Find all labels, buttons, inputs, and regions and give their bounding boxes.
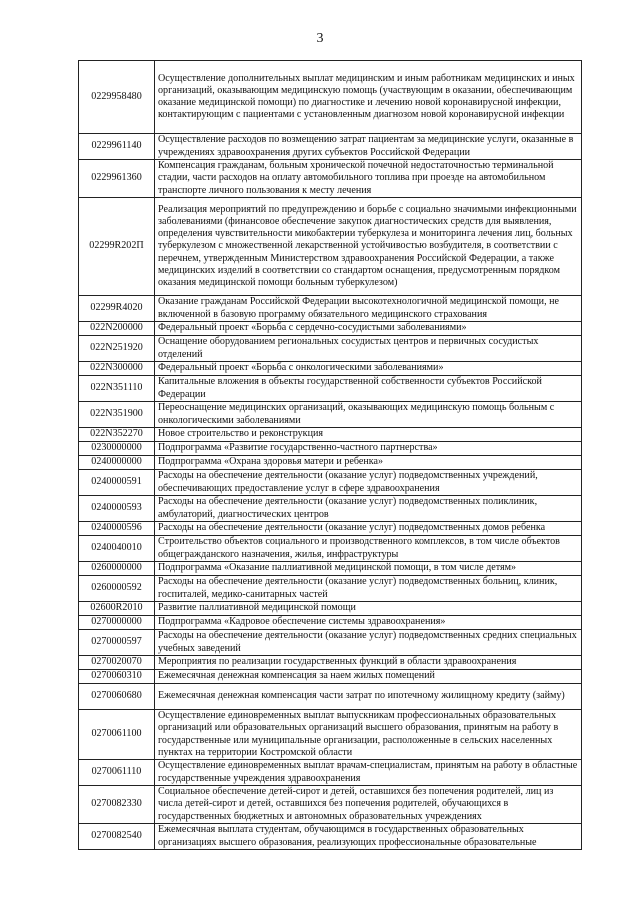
row-name: Подпрограмма «Оказание паллиативной медицинской помощи, в том числе детям» <box>155 562 582 576</box>
row-code: 0260000592 <box>79 576 155 602</box>
table-row <box>79 656 582 670</box>
row-name: Осуществление единовременных выплат выпускникам профессиональных образовательных организаций или образовательных организаций высшего образования, принятым на работу в государственные или муниципальные организации, расположенные в сельских населенных пунктах на территории Костромской области <box>155 710 582 760</box>
row-code: 022N351900 <box>79 402 155 428</box>
row-name: Расходы на обеспечение деятельности (оказание услуг) подведомственных средних специальных учебных заведений <box>155 630 582 656</box>
row-code: 0270060680 <box>79 684 155 710</box>
row-name: Реализация мероприятий по предупреждению и борьбе с социально значимыми инфекционными заболеваниями (финансовое обеспечение закупок диагностических средств для выявления, определения чувствительности микобактерии туберкулеза и мониторинга лечения лиц, больных туберкулезом с множественной лекарственной устойчивостью возбудителя, в соответствии с перечнем, утвержденным Министерством здравоохранения Российской Федерации, а также медицинских изделий в соответствии со стандартом оснащения, предусмотренным порядком оказания медицинской помощи больным туберкулезом) <box>155 198 582 296</box>
row-name: Оказание гражданам Российской Федерации высокотехнологичной медицинской помощи, не включенной в базовую программу обязательного медицинского страхования <box>155 296 582 322</box>
table-row <box>79 630 582 656</box>
table-row <box>79 496 582 522</box>
table-row <box>79 402 582 428</box>
row-code: 022N251920 <box>79 336 155 362</box>
row-name: Федеральный проект «Борьба с онкологическими заболеваниями» <box>155 362 582 376</box>
row-name: Осуществление расходов по возмещению затрат пациентам за медицинские услуги, оказанные в учреждениях здравоохранения других субъектов Российской Федерации <box>155 134 582 160</box>
table-row <box>79 522 582 536</box>
table-row <box>79 670 582 684</box>
table-row <box>79 536 582 562</box>
table-row <box>79 456 582 470</box>
row-code: 022N200000 <box>79 322 155 336</box>
table-body <box>79 61 582 850</box>
table-row <box>79 786 582 824</box>
row-code: 0230000000 <box>79 442 155 456</box>
table-row <box>79 576 582 602</box>
row-code: 02299R4020 <box>79 296 155 322</box>
row-code: 022N351110 <box>79 376 155 402</box>
row-code: 0260000000 <box>79 562 155 576</box>
table-row <box>79 160 582 198</box>
row-code: 0270020070 <box>79 656 155 670</box>
row-code: 0270082330 <box>79 786 155 824</box>
row-code: 022N300000 <box>79 362 155 376</box>
row-name: Расходы на обеспечение деятельности (оказание услуг) подведомственных учреждений, обеспечивающих предоставление услуг в сфере здравоохранения <box>155 470 582 496</box>
row-name: Компенсация гражданам, больным хронической почечной недостаточностью терминальной стадии, части расходов на оплату автомобильного топлива при проезде на автомобильном транспорте личного пользования к месту лечения <box>155 160 582 198</box>
row-code: 0240000596 <box>79 522 155 536</box>
row-code: 0270061110 <box>79 760 155 786</box>
row-name: Ежемесячная денежная компенсация за наем жилых помещений <box>155 670 582 684</box>
row-code: 02600R2010 <box>79 602 155 616</box>
row-name: Оснащение оборудованием региональных сосудистых центров и первичных сосудистых отделений <box>155 336 582 362</box>
table-row <box>79 602 582 616</box>
row-code: 0229958480 <box>79 61 155 134</box>
row-code: 0240040010 <box>79 536 155 562</box>
row-name: Расходы на обеспечение деятельности (оказание услуг) подведомственных поликлиник, амбулаторий, диагностических центров <box>155 496 582 522</box>
table-row <box>79 684 582 710</box>
row-code: 0270060310 <box>79 670 155 684</box>
row-name: Мероприятия по реализации государственных функций в области здравоохранения <box>155 656 582 670</box>
table-row <box>79 134 582 160</box>
row-code: 0270000597 <box>79 630 155 656</box>
table-row <box>79 616 582 630</box>
table-row <box>79 61 582 134</box>
row-name: Переоснащение медицинских организаций, оказывающих медицинскую помощь больным с онкологическими заболеваниями <box>155 402 582 428</box>
row-name: Ежемесячная выплата студентам, обучающимся в государственных образовательных организациях высшего образования, реализующих профессиональные образовательные <box>155 824 582 850</box>
row-name: Подпрограмма «Охрана здоровья матери и ребенка» <box>155 456 582 470</box>
row-name: Ежемесячная денежная компенсация части затрат по ипотечному жилищному кредиту (займу) <box>155 684 582 710</box>
row-code: 0229961140 <box>79 134 155 160</box>
row-name: Капитальные вложения в объекты государственной собственности субъектов Российской Федерации <box>155 376 582 402</box>
table-row <box>79 760 582 786</box>
table-row <box>79 824 582 850</box>
row-code: 0270000000 <box>79 616 155 630</box>
row-code: 0270082540 <box>79 824 155 850</box>
row-name: Развитие паллиативной медицинской помощи <box>155 602 582 616</box>
table-row <box>79 710 582 760</box>
row-code: 0229961360 <box>79 160 155 198</box>
table-row <box>79 296 582 322</box>
table-row <box>79 362 582 376</box>
table-row <box>79 442 582 456</box>
row-name: Новое строительство и реконструкция <box>155 428 582 442</box>
row-name: Подпрограмма «Развитие государственно-частного партнерства» <box>155 442 582 456</box>
table-row <box>79 376 582 402</box>
table-row <box>79 562 582 576</box>
table-row <box>79 470 582 496</box>
row-code: 022N352270 <box>79 428 155 442</box>
table-row <box>79 336 582 362</box>
row-name: Осуществление единовременных выплат врачам-специалистам, принятым на работу в областные государственные учреждения здравоохранения <box>155 760 582 786</box>
row-code: 02299R202П <box>79 198 155 296</box>
row-code: 0240000591 <box>79 470 155 496</box>
table-row <box>79 428 582 442</box>
budget-codes-table <box>78 60 582 850</box>
row-code: 0240000000 <box>79 456 155 470</box>
table-row <box>79 322 582 336</box>
table-row <box>79 198 582 296</box>
row-name: Осуществление дополнительных выплат медицинским и иным работникам медицинских и иных организаций, оказывающим медицинскую помощь (участвующим в оказании, обеспечивающим оказание медицинской помощи) по диагностике и лечению новой коронавирусной инфекции, контактирующим с пациентами с установленным диагнозом новой коронавирусной инфекции <box>155 61 582 134</box>
row-name: Подпрограмма «Кадровое обеспечение системы здравоохранения» <box>155 616 582 630</box>
row-name: Расходы на обеспечение деятельности (оказание услуг) подведомственных больниц, клиник, госпиталей, медико-санитарных частей <box>155 576 582 602</box>
page-number: 3 <box>316 31 324 46</box>
row-code: 0240000593 <box>79 496 155 522</box>
row-name: Расходы на обеспечение деятельности (оказание услуг) подведомственных домов ребенка <box>155 522 582 536</box>
row-code: 0270061100 <box>79 710 155 760</box>
row-name: Социальное обеспечение детей-сирот и детей, оставшихся без попечения родителей, лиц из числа детей-сирот и детей, оставшихся без попечения родителей, обучающихся в государственных бюджетных и автономных образовательных учреждениях <box>155 786 582 824</box>
row-name: Федеральный проект «Борьба с сердечно-сосудистыми заболеваниями» <box>155 322 582 336</box>
row-name: Строительство объектов социального и производственного комплексов, в том числе объектов общегражданского назначения, жилья, инфраструктуры <box>155 536 582 562</box>
